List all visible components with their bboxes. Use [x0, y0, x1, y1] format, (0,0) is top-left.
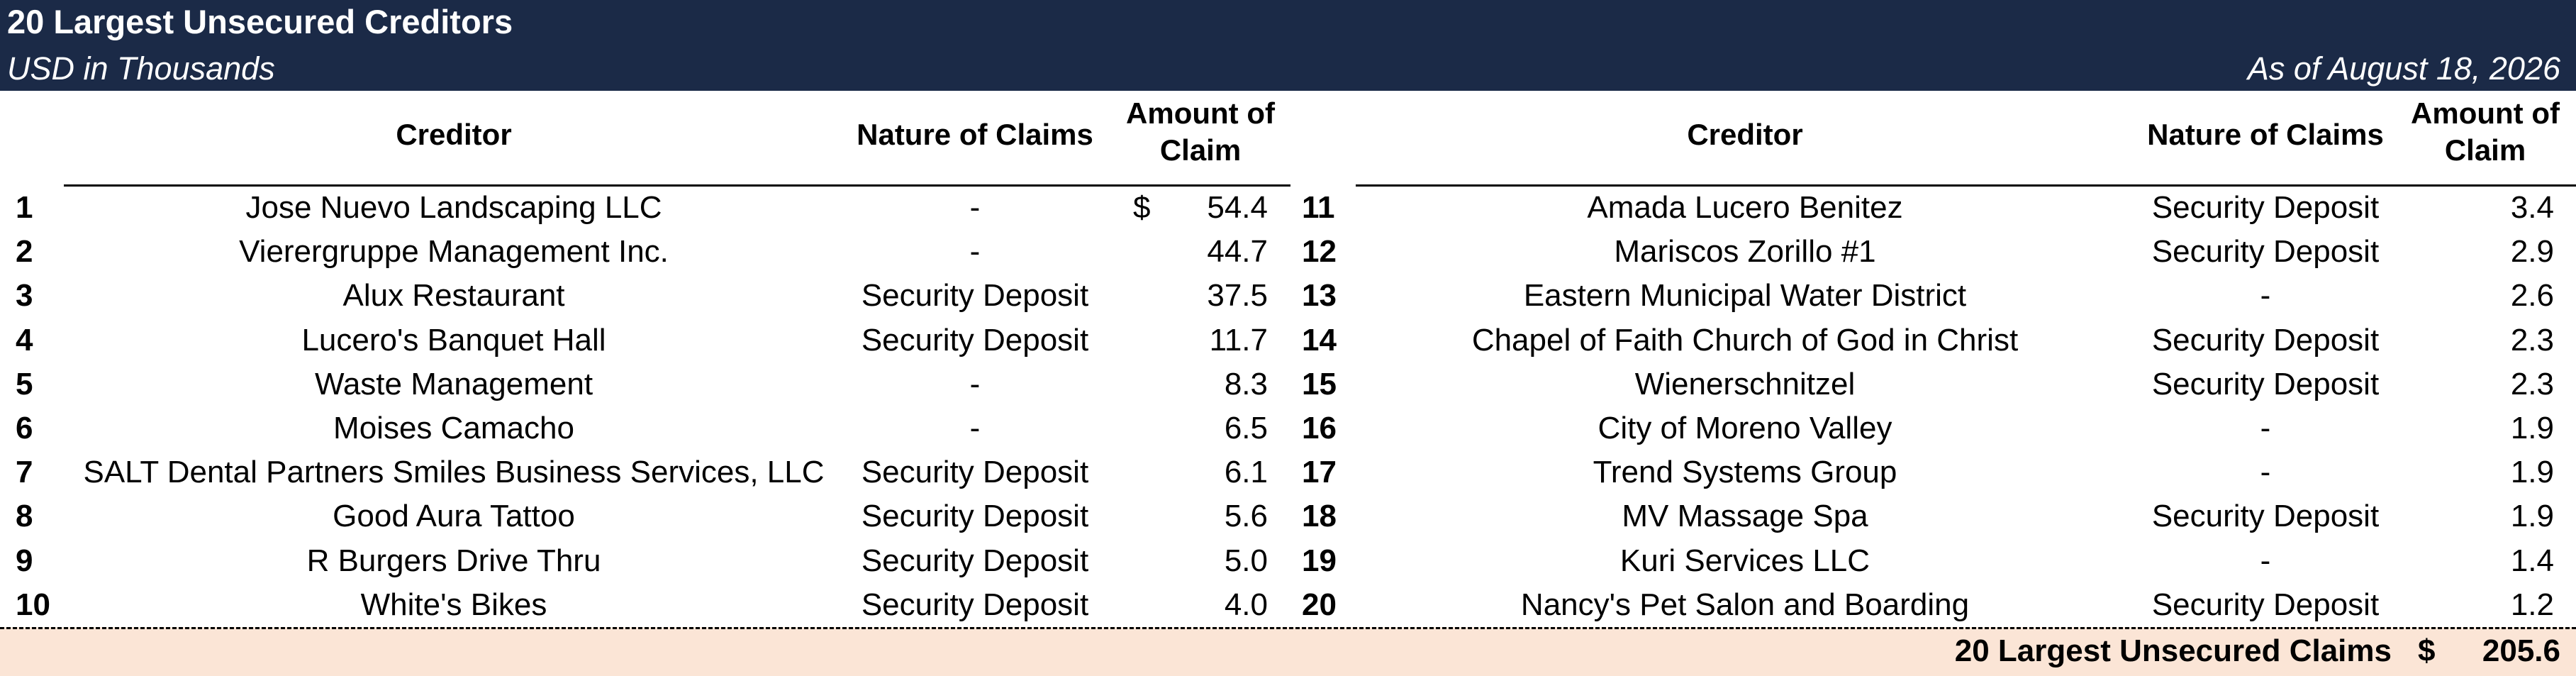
total-amount: 205.6 — [2482, 633, 2560, 668]
claim-amount: 44.7 — [1207, 234, 1268, 270]
claim-amount: 37.5 — [1207, 278, 1268, 314]
creditor-name: Kuri Services LLC — [1619, 543, 1870, 578]
row-number: 7 — [16, 455, 33, 490]
table-row — [0, 274, 2576, 318]
claim-nature: Security Deposit — [861, 322, 1089, 358]
row-number: 4 — [16, 322, 33, 358]
left-nature-header: Nature of Claims — [857, 118, 1093, 151]
claim-nature: Security Deposit — [861, 587, 1089, 622]
creditor-name: R Burgers Drive Thru — [306, 543, 601, 578]
row-number: 9 — [16, 543, 33, 578]
claim-nature: Security Deposit — [2151, 366, 2380, 401]
table-row — [0, 406, 2576, 450]
creditor-name: Vierergruppe Management Inc. — [239, 234, 669, 270]
creditor-name: Nancy's Pet Salon and Boarding — [1520, 587, 1970, 622]
creditor-name: SALT Dental Partners Smiles Business Services, LLC — [83, 455, 825, 490]
claim-amount: 2.3 — [2510, 322, 2554, 358]
claim-amount: 1.9 — [2510, 411, 2554, 445]
claim-nature: - — [2260, 278, 2271, 314]
claim-amount: 5.6 — [1224, 499, 1268, 534]
row-number: 18 — [1302, 499, 1337, 534]
row-number: 11 — [1302, 190, 1335, 225]
claim-nature: - — [2260, 411, 2271, 445]
creditor-name: Mariscos Zorillo #1 — [1614, 234, 1876, 270]
row-number: 1 — [16, 190, 33, 225]
claim-amount: 4.0 — [1224, 587, 1268, 622]
claim-amount: 1.2 — [2510, 587, 2554, 622]
row-number: 5 — [16, 366, 33, 401]
creditor-name: Chapel of Faith Church of God in Christ — [1471, 322, 2019, 358]
row-number: 17 — [1302, 455, 1337, 490]
right-nature-header: Nature of Claims — [2147, 118, 2384, 151]
table-row — [0, 318, 2576, 362]
page-title: 20 Largest Unsecured Creditors — [7, 3, 513, 40]
row-number: 6 — [16, 411, 33, 445]
claim-amount: 1.4 — [2510, 543, 2554, 578]
claim-amount: 54.4 — [1207, 190, 1268, 225]
claim-amount: 6.5 — [1224, 411, 1268, 445]
claim-nature: - — [2260, 455, 2271, 490]
right-amount-header-line2: Claim — [2444, 133, 2526, 167]
claim-nature: Security Deposit — [861, 543, 1089, 578]
claim-nature: Security Deposit — [2151, 587, 2380, 622]
row-number: 8 — [16, 499, 33, 534]
claim-amount: 2.6 — [2510, 278, 2554, 314]
claim-amount: 2.9 — [2510, 234, 2554, 270]
currency-symbol: $ — [1133, 190, 1151, 225]
row-number: 3 — [16, 278, 33, 314]
table-row — [0, 186, 2576, 230]
claim-amount: 8.3 — [1224, 366, 1268, 401]
claim-amount: 3.4 — [2510, 190, 2554, 225]
claim-nature: - — [969, 366, 981, 401]
claim-amount: 1.9 — [2510, 455, 2554, 490]
creditor-name: Lucero's Banquet Hall — [301, 322, 606, 358]
row-number: 14 — [1302, 322, 1337, 358]
total-currency-symbol: $ — [2418, 633, 2436, 668]
units-subtitle: USD in Thousands — [7, 50, 275, 87]
claim-nature: - — [969, 190, 981, 225]
total-label: 20 Largest Unsecured Claims — [1954, 633, 2392, 668]
row-number: 2 — [16, 234, 33, 270]
creditor-name: Good Aura Tattoo — [333, 499, 575, 534]
claim-nature: Security Deposit — [2151, 322, 2380, 358]
creditor-name: Wienerschnitzel — [1634, 366, 1856, 401]
claim-nature: Security Deposit — [861, 455, 1089, 490]
table-row — [0, 362, 2576, 406]
row-number: 19 — [1302, 543, 1337, 578]
row-number: 10 — [16, 587, 50, 622]
creditor-name: Waste Management — [314, 366, 593, 401]
right-creditor-header: Creditor — [1687, 118, 1803, 151]
claim-nature: Security Deposit — [2151, 234, 2380, 270]
left-amount-header — [1112, 95, 1289, 169]
claim-nature: - — [2260, 543, 2271, 578]
creditor-name: Eastern Municipal Water District — [1523, 278, 1967, 314]
row-number: 13 — [1302, 278, 1337, 314]
table-row — [0, 450, 2576, 494]
row-number: 16 — [1302, 411, 1337, 445]
creditor-name: Alux Restaurant — [342, 278, 565, 314]
creditor-name: Moises Camacho — [333, 411, 574, 445]
claim-nature: Security Deposit — [861, 278, 1089, 314]
creditor-name: MV Massage Spa — [1622, 499, 1868, 534]
creditor-name: White's Bikes — [360, 587, 547, 622]
table-row — [0, 539, 2576, 583]
row-number: 15 — [1302, 366, 1337, 401]
left-amount-header-line2: Claim — [1159, 133, 1242, 167]
table-row — [0, 494, 2576, 538]
header-banner — [0, 0, 2576, 91]
left-amount-header-line1: Amount of — [1126, 96, 1275, 130]
creditor-name: Trend Systems Group — [1593, 455, 1897, 490]
right-amount-header-line1: Amount of — [2411, 96, 2560, 130]
claim-nature: Security Deposit — [2151, 190, 2380, 225]
left-creditor-header: Creditor — [396, 118, 512, 151]
table-row — [0, 230, 2576, 274]
total-row — [0, 627, 2576, 676]
claim-amount: 6.1 — [1224, 455, 1268, 490]
claim-nature: - — [969, 411, 981, 445]
row-number: 20 — [1302, 587, 1337, 622]
claim-nature: Security Deposit — [861, 499, 1089, 534]
claim-amount: 5.0 — [1224, 543, 1268, 578]
claim-nature: - — [969, 234, 981, 270]
table-row — [0, 583, 2576, 627]
row-number: 12 — [1302, 234, 1337, 270]
claim-amount: 2.3 — [2510, 366, 2554, 401]
as-of-date: As of August 18, 2026 — [2247, 50, 2560, 87]
creditor-name: City of Moreno Valley — [1598, 411, 1892, 445]
creditor-name: Amada Lucero Benitez — [1587, 190, 1903, 225]
right-amount-header — [2397, 95, 2574, 169]
creditor-name: Jose Nuevo Landscaping LLC — [245, 190, 662, 225]
claim-nature: Security Deposit — [2151, 499, 2380, 534]
claim-amount: 11.7 — [1209, 322, 1268, 358]
claim-amount: 1.9 — [2510, 499, 2554, 534]
